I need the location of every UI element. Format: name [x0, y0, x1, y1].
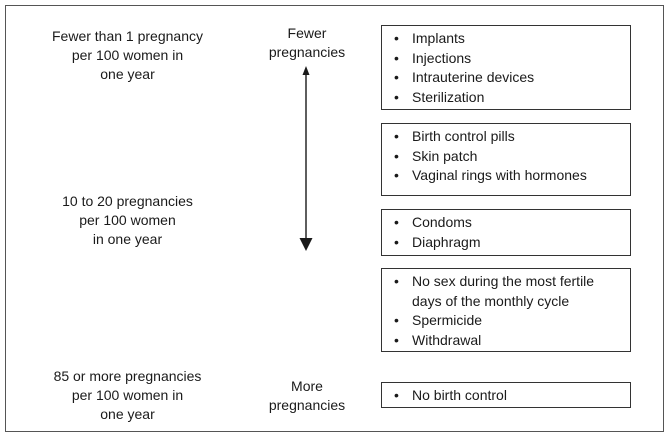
- rate-label-top: [40, 27, 215, 84]
- method-item: • Injections: [394, 49, 624, 69]
- method-item: • Diaphragm: [394, 233, 624, 253]
- fewer-line-2: pregnancies: [268, 44, 346, 60]
- method-box-barrier: [381, 209, 631, 256]
- rate-middle-line-2: per 100 women: [79, 212, 176, 228]
- rate-bottom-line-3: one year: [100, 406, 155, 422]
- method-item: • Sterilization: [394, 88, 624, 108]
- rate-label-bottom: [40, 367, 215, 424]
- method-item: • Implants: [394, 29, 624, 49]
- double-headed-vertical-arrow-icon: [298, 66, 314, 252]
- fewer-line-1: Fewer: [287, 25, 327, 41]
- method-box-less-effective: [381, 268, 631, 352]
- method-box-none: [381, 382, 631, 408]
- method-box-hormonal: [381, 123, 631, 196]
- rate-bottom-line-1: 85 or more pregnancies: [53, 368, 202, 384]
- method-item: • Condoms: [394, 213, 624, 233]
- method-item: • Withdrawal: [394, 331, 624, 351]
- method-item: • Spermicide: [394, 311, 624, 331]
- rate-top-line-1: Fewer than 1 pregnancy: [52, 28, 203, 44]
- arrow-head-up: [303, 66, 310, 75]
- method-item: • Intrauterine devices: [394, 68, 624, 88]
- fewer-pregnancies-label: [252, 24, 362, 62]
- rate-top-line-3: one year: [100, 66, 155, 82]
- method-item: • No sex during the most fertile days of the monthly cycle: [394, 272, 624, 311]
- method-item: • No birth control: [394, 386, 624, 406]
- rate-middle-line-3: in one year: [92, 231, 163, 247]
- method-box-most-effective: [381, 25, 631, 110]
- method-item: • Skin patch: [394, 147, 624, 167]
- rate-bottom-line-2: per 100 women in: [71, 387, 184, 403]
- more-line-2: pregnancies: [268, 397, 346, 413]
- rate-middle-line-1: 10 to 20 pregnancies: [62, 193, 193, 209]
- arrow-head-down: [300, 238, 313, 251]
- more-pregnancies-label: [252, 377, 362, 415]
- rate-top-line-2: per 100 women in: [71, 47, 184, 63]
- method-item: • Vaginal rings with hormones: [394, 166, 624, 186]
- rate-label-middle: [40, 192, 215, 249]
- method-item: • Birth control pills: [394, 127, 624, 147]
- more-line-1: More: [291, 378, 323, 394]
